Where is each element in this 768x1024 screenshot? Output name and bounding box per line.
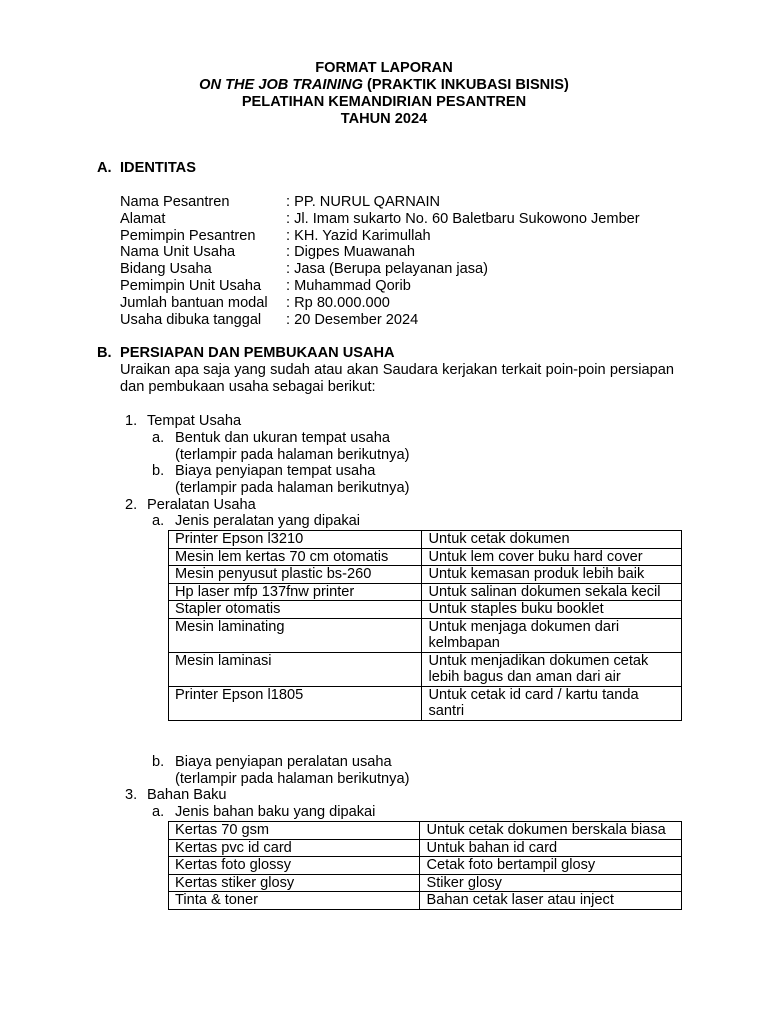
identity-label: Nama Pesantren (120, 194, 230, 210)
identity-row (120, 228, 640, 245)
section-b-letter: B. (97, 345, 112, 361)
item-2b-text: Biaya penyiapan peralatan usaha (175, 754, 392, 770)
material-name: Kertas pvc id card (169, 839, 420, 857)
item-1-title: Tempat Usaha (147, 413, 242, 429)
item-2b-letter: b. (152, 754, 165, 770)
material-use: Cetak foto bertampil glosy (420, 857, 682, 875)
materials-table (168, 821, 682, 910)
identity-row (120, 194, 640, 211)
item-3a-text: Jenis bahan baku yang dipakai (175, 804, 376, 820)
section-a-title: IDENTITAS (120, 160, 196, 176)
header-title: FORMAT LAPORAN (315, 60, 453, 76)
equipment-use: Untuk cetak id card / kartu tanda santri (422, 686, 682, 720)
header-subtitle-italic: ON THE JOB TRAINING (199, 77, 363, 93)
identity-label: Jumlah bantuan modal (120, 294, 268, 311)
table-row (169, 652, 682, 686)
identity-row (120, 278, 640, 295)
item-1a-text: Bentuk dan ukuran tempat usaha (175, 430, 391, 446)
equipment-name: Mesin laminating (169, 618, 422, 652)
equipment-table (168, 530, 682, 721)
report-header (0, 60, 768, 128)
identity-value: : Digpes Muawanah (286, 244, 415, 261)
section-a-heading (97, 160, 196, 177)
material-use: Stiker glosy (420, 874, 682, 892)
table-row (169, 531, 682, 549)
equipment-use: Untuk salinan dokumen sekala kecil (422, 583, 682, 601)
section-b-heading (97, 345, 395, 362)
material-use: Untuk cetak dokumen berskala biasa (420, 822, 682, 840)
section-b-intro: Uraikan apa saja yang sudah atau akan Saudara kerjakan terkait poin-poin persiapan dan pembukaan usaha sebagai berikut: (120, 362, 674, 395)
header-subtitle (0, 77, 768, 94)
table-row (169, 857, 682, 875)
table-row (169, 892, 682, 910)
equipment-name: Printer Epson l3210 (169, 531, 422, 549)
table-row (169, 822, 682, 840)
item-3-number: 3. (125, 787, 138, 803)
table-row (169, 548, 682, 566)
item-1b-letter: b. (152, 463, 165, 479)
equipment-use: Untuk kemasan produk lebih baik (422, 566, 682, 584)
identity-label: Pemimpin Pesantren (120, 227, 256, 244)
table-row (169, 686, 682, 720)
section-b-title: PERSIAPAN DAN PEMBUKAAN USAHA (120, 345, 395, 361)
identity-value: : Muhammad Qorib (286, 277, 411, 294)
material-use: Untuk bahan id card (420, 839, 682, 857)
table-row (169, 601, 682, 619)
table-row (169, 874, 682, 892)
material-name: Tinta & toner (169, 892, 420, 910)
header-program: PELATIHAN KEMANDIRIAN PESANTREN (241, 94, 527, 110)
identity-label: Nama Unit Usaha (120, 244, 236, 261)
item-1a-note: (terlampir pada halaman berikutnya) (175, 447, 410, 463)
item-1b-text: Biaya penyiapan tempat usaha (175, 463, 376, 479)
identity-row (120, 295, 640, 312)
item-2a-text: Jenis peralatan yang dipakai (175, 513, 360, 529)
equipment-name: Hp laser mfp 137fnw printer (169, 583, 422, 601)
identity-value: : 20 Desember 2024 (286, 311, 419, 328)
identity-value: : KH. Yazid Karimullah (286, 227, 431, 244)
equipment-name: Mesin penyusut plastic bs-260 (169, 566, 422, 584)
identity-row (120, 244, 640, 261)
identity-label: Bidang Usaha (120, 261, 212, 278)
item-2b-note: (terlampir pada halaman berikutnya) (175, 771, 410, 787)
identity-value: : PP. NURUL QARNAIN (286, 194, 441, 210)
material-name: Kertas 70 gsm (169, 822, 420, 840)
table-row (169, 583, 682, 601)
section-a-letter: A. (97, 160, 112, 176)
equipment-use: Untuk cetak dokumen (422, 531, 682, 549)
equipment-name: Stapler otomatis (169, 601, 422, 619)
item-2a-letter: a. (152, 513, 165, 529)
equipment-name: Mesin laminasi (169, 652, 422, 686)
material-name: Kertas stiker glosy (169, 874, 420, 892)
identity-label: Alamat (120, 210, 166, 227)
equipment-name: Printer Epson l1805 (169, 686, 422, 720)
identity-row (120, 211, 640, 228)
header-subtitle-rest: (PRAKTIK INKUBASI BISNIS) (362, 77, 569, 93)
equipment-name: Mesin lem kertas 70 cm otomatis (169, 548, 422, 566)
item-3a-letter: a. (152, 804, 165, 820)
equipment-use: Untuk lem cover buku hard cover (422, 548, 682, 566)
item-3-title: Bahan Baku (147, 787, 227, 803)
identity-list (120, 194, 640, 328)
table-row (169, 566, 682, 584)
identity-value: : Jasa (Berupa pelayanan jasa) (286, 261, 489, 278)
item-2-title: Peralatan Usaha (147, 497, 256, 513)
identity-row (120, 312, 640, 329)
equipment-use: Untuk menjadikan dokumen cetak lebih bagus dan aman dari air (422, 652, 682, 686)
equipment-use: Untuk staples buku booklet (422, 601, 682, 619)
table-row (169, 618, 682, 652)
identity-row (120, 261, 640, 278)
item-1b-note: (terlampir pada halaman berikutnya) (175, 480, 410, 496)
identity-label: Usaha dibuka tanggal (120, 311, 262, 328)
header-year: TAHUN 2024 (340, 111, 428, 127)
material-name: Kertas foto glossy (169, 857, 420, 875)
material-use: Bahan cetak laser atau inject (420, 892, 682, 910)
identity-value: : Rp 80.000.000 (286, 294, 390, 311)
equipment-use: Untuk menjaga dokumen dari kelmbapan (422, 618, 682, 652)
item-1-number: 1. (125, 413, 138, 429)
item-2-number: 2. (125, 497, 138, 513)
table-row (169, 839, 682, 857)
identity-value: : Jl. Imam sukarto No. 60 Baletbaru Sukowono Jember (286, 210, 640, 227)
item-1a-letter: a. (152, 430, 165, 446)
identity-label: Pemimpin Unit Usaha (120, 277, 262, 294)
